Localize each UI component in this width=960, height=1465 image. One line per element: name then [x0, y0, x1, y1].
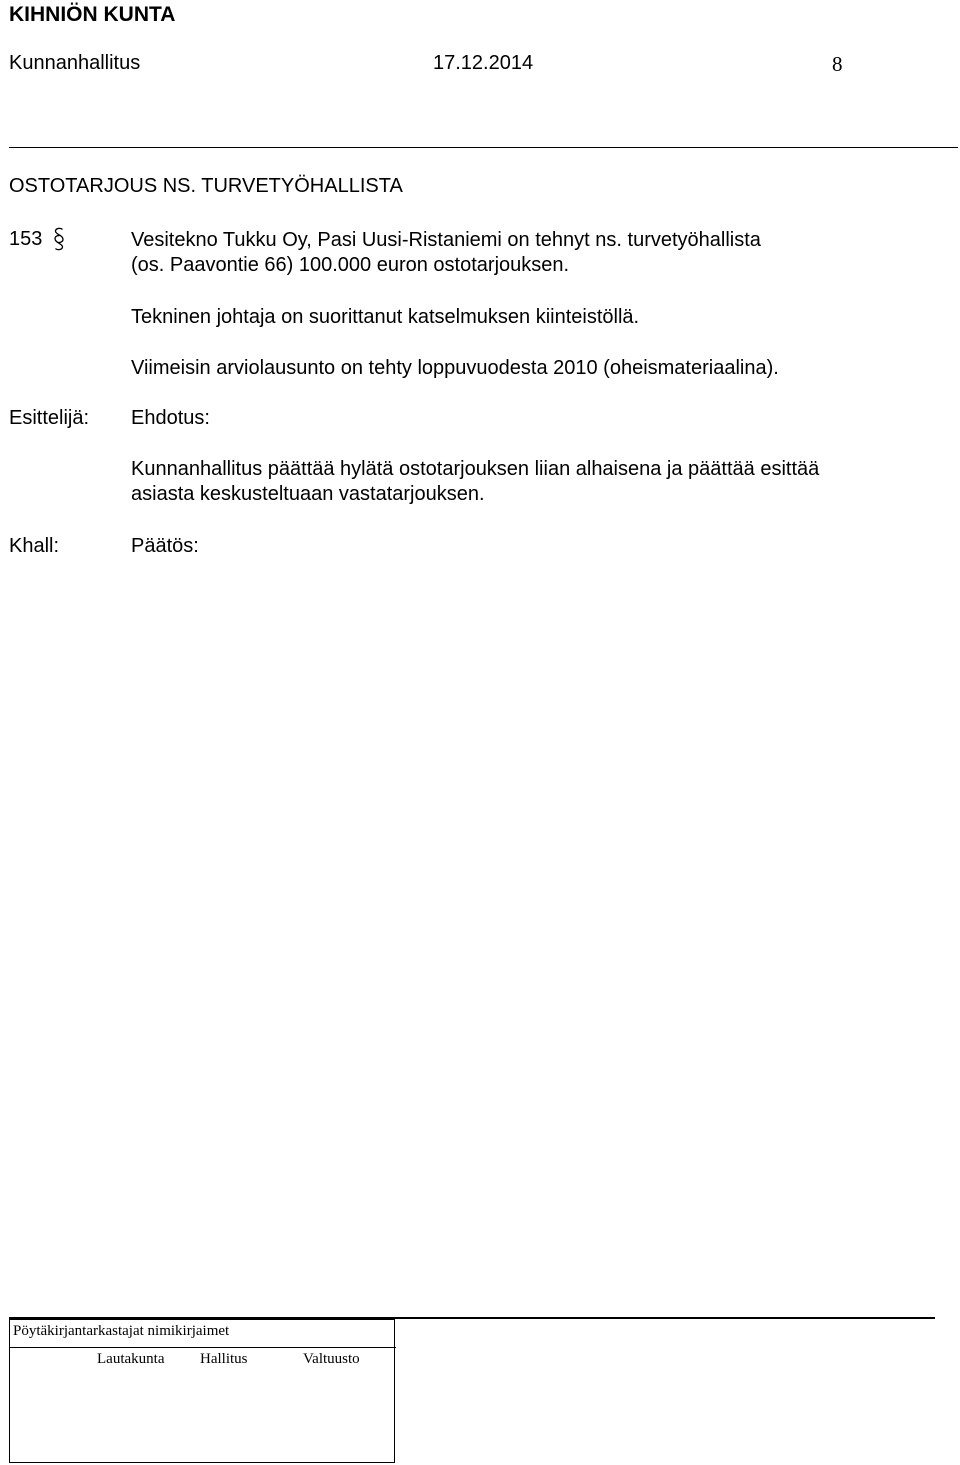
presenter-label: Esittelijä:: [9, 407, 90, 429]
header-divider: [9, 147, 958, 148]
item-intro: [131, 228, 761, 278]
initials-box: [9, 1319, 395, 1463]
intro-line: (os. Paavontie 66) 100.000 euron ostotarjouksen.: [131, 254, 570, 276]
board-name: Kunnanhallitus: [9, 52, 141, 74]
footer-col-hallitus: Hallitus: [200, 1351, 248, 1367]
intro-line: Vesitekno Tukku Oy, Pasi Uusi-Ristaniemi on tehnyt ns. turvetyöhallista: [131, 229, 761, 251]
proposal-label: Ehdotus:: [131, 407, 210, 429]
organization-name: KIHNIÖN KUNTA: [9, 3, 176, 26]
board-label: Khall:: [9, 535, 60, 557]
item-number: 153: [9, 228, 43, 250]
footer-col-lautakunta: Lautakunta: [97, 1351, 165, 1367]
page-number: 8: [832, 52, 843, 76]
appraisal-paragraph: Viimeisin arviolausunto on tehty loppuvuodesta 2010 (oheismateriaalina).: [131, 357, 779, 379]
decision-label: Päätös:: [131, 535, 199, 557]
signature-footer: [9, 1317, 958, 1464]
proposal-line: Kunnanhallitus päättää hylätä ostotarjouksen liian alhaisena ja päättää esittää: [131, 458, 820, 480]
proposal-line: asiasta keskusteltuaan vastatarjouksen.: [131, 483, 485, 505]
footer-title: Pöytäkirjantarkastajat nimikirjaimet: [13, 1323, 230, 1339]
section-symbol-icon: [52, 227, 66, 251]
proposal-text: [131, 457, 819, 507]
initials-box-divider: [10, 1347, 396, 1348]
footer-col-valtuusto: Valtuusto: [303, 1351, 360, 1367]
meeting-date: 17.12.2014: [433, 52, 534, 74]
inspection-paragraph: Tekninen johtaja on suorittanut katselmuksen kiinteistöllä.: [131, 306, 640, 328]
item-title: OSTOTARJOUS NS. TURVETYÖHALLISTA: [9, 175, 403, 197]
